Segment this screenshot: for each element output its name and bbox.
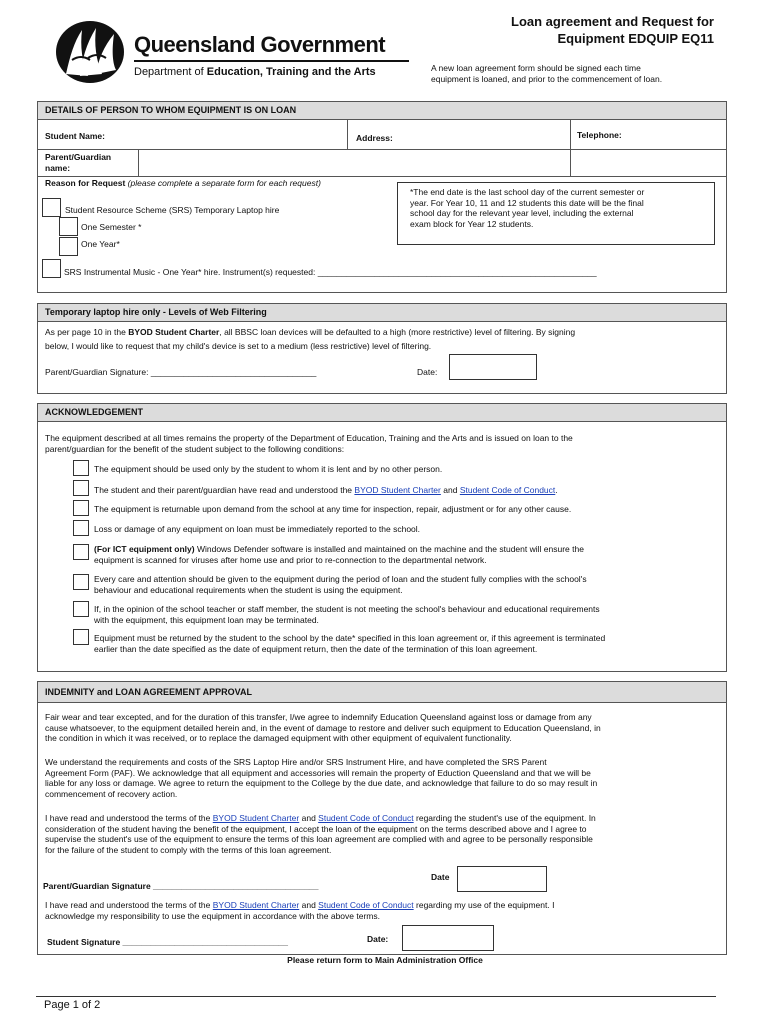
ack-checkbox-4[interactable] [73,520,89,536]
indemnity-heading: INDEMNITY and LOAN AGREEMENT APPROVAL [38,682,726,703]
ack-checkbox-3[interactable] [73,500,89,516]
divider [347,119,348,149]
byod-charter-link[interactable]: BYOD Student Charter [354,485,441,495]
ack-checkbox-5[interactable] [73,544,89,560]
filtering-text: As per page 10 in the BYOD Student Charter, all BBSC loan devices will be defaulted to a high (more restrictive) level of filtering. By signing below, I would like to request that my child's device is set to a medium (less restrictive) level of filtering. [45,327,576,351]
divider [38,176,726,177]
address-label: Address: [356,133,393,143]
filtering-date-label: Date: [417,367,438,377]
code-of-conduct-link[interactable]: Student Code of Conduct [318,900,414,910]
ack-item-6: Every care and attention should be given to the equipment during the period of loan and the student fully complies with the school's behaviour and educational requirements when the student is using the equipment. [94,574,587,595]
srs-music-checkbox[interactable] [42,259,61,278]
page-number: Page 1 of 2 [44,999,101,1011]
qld-coat-of-arms-icon [52,16,132,86]
ack-checkbox-7[interactable] [73,601,89,617]
date-label-1: Date [431,872,450,882]
logo-dept: Department of Education, Training and the Arts [134,66,376,78]
student-signature-line[interactable]: Student Signature ___________________________________ [47,937,289,947]
filtering-date-field[interactable] [449,354,537,380]
ack-item-8: Equipment must be returned by the student to the school by the date* specified in this loan agreement or, if this agreement is terminated earlier than the date specified as the date of equipment return, then the date of the termination of this loan agreement. [94,633,606,654]
filtering-signature-line[interactable]: Parent/Guardian Signature: ___________________________________ [45,367,317,377]
telephone-field[interactable] [628,120,724,148]
one-semester-label: One Semester * [81,222,142,232]
ack-item-5: (For ICT equipment only) Windows Defender software is installed and maintained on the machine and the student will ensure the equipment is scanned for viruses after home use and prior to re-connection to the departmental network. [94,544,584,565]
indemnity-section [37,681,727,955]
parent-name-field[interactable] [139,150,347,175]
details-heading: DETAILS OF PERSON TO WHOM EQUIPMENT IS ON LOAN [38,102,726,120]
ack-item-4: Loss or damage of any equipment on loan must be immediately reported to the school. [94,524,421,534]
code-of-conduct-link[interactable]: Student Code of Conduct [318,813,414,823]
one-semester-checkbox[interactable] [59,217,78,236]
parent-name-label: Parent/Guardian name: [45,152,112,173]
srs-laptop-label: Student Resource Scheme (SRS) Temporary Laptop hire [65,205,280,215]
return-note: Please return form to Main Administration Office [287,955,483,965]
ack-checkbox-2[interactable] [73,480,89,496]
student-name-label: Student Name: [45,131,105,141]
code-of-conduct-link[interactable]: Student Code of Conduct [459,485,556,495]
filtering-heading: Temporary laptop hire only - Levels of Web Filtering [38,304,726,322]
srs-music-label: SRS Instrumental Music - One Year* hire. Instrument(s) requested: ___________________________________________________________ [64,267,597,277]
one-year-label: One Year* [81,239,120,249]
acknowledgement-heading: ACKNOWLEDGEMENT [38,404,726,422]
byod-charter-link[interactable]: BYOD Student Charter [212,900,300,910]
one-year-checkbox[interactable] [59,237,78,256]
srs-laptop-checkbox[interactable] [42,198,61,217]
student-name-field[interactable] [138,120,346,148]
ack-intro: The equipment described at all times remains the property of the Department of Education, Training and the Arts and is issued on loan to the parent/guardian for the benefit of the student subject to the following conditions: [45,433,573,454]
acknowledgement-section [37,403,727,672]
form-intro: A new loan agreement form should be signed each time equipment is loaned, and prior to the commencement of loan. [431,63,663,84]
parent-date-field[interactable] [457,866,547,892]
ack-checkbox-1[interactable] [73,460,89,476]
qld-logo [52,16,432,86]
logo-rule [134,60,409,62]
parent-signature-line[interactable]: Parent/Guardian Signature ___________________________________ [43,881,319,891]
ack-checkbox-6[interactable] [73,574,89,590]
date-label-2: Date: [367,934,389,944]
ack-item-2: The student and their parent/guardian have read and understood the BYOD Student Charter and Student Code of Conduct. [94,485,558,495]
footer-rule [36,996,716,997]
end-date-note: *The end date is the last school day of the current semester or year. For Year 10, 11 and 12 students this date will be the final school day for the relevant year level, including the external exam block for Year 12 students. [397,182,715,245]
indemnity-p4: I have read and understood the terms of the BYOD Student Charter and Student Code of Conduct regarding my use of the equipment. I acknowledge my responsibility to use the equipment in accordance with the above terms. [45,900,555,921]
indemnity-p3: I have read and understood the terms of the BYOD Student Charter and Student Code of Conduct regarding the student's use of the equipment. In consideration of the student having the benefit of the equipment, I accept the loan of the equipment on the terms described above and I agree to supervise the student's use of the equipment to ensure the terms of this loan agreement are complied with and agree to be personally responsible for the failure of the student to comply with the terms of this loan agreement. [45,813,596,855]
indemnity-p2: We understand the requirements and costs of the SRS Laptop Hire and/or SRS Instrument Hire, and have completed the SRS Parent Agreement Form (PAF). We acknowledge that all equipment and accessories will remain the property of Eduction Queensland and that we will be liable for any loss or damage. We agree to return the equipment to the College by the due date, and acknowledge that failure to do so may result in commencement of recovery action. [45,757,598,799]
indemnity-p1: Fair wear and tear excepted, and for the duration of this transfer, I/we agree to indemnify Education Queensland against loss or damage from any cause whatsoever, to the equipment detailed herein and, in the event of damage to restore and deliver such equipment to Education Queensland, in the condition in which it was received, or to replace the damaged equipment with other equipment of equivalent functionality. [45,712,601,743]
byod-charter-link[interactable]: BYOD Student Charter [212,813,300,823]
reason-label: Reason for Request (please complete a separate form for each request) [45,178,321,188]
ack-item-7: If, in the opinion of the school teacher or staff member, the student is not meeting the school's behaviour and educational requirements with the equipment, this equipment loan may be terminated. [94,604,600,625]
divider [570,119,571,176]
address-field[interactable] [398,120,568,175]
logo-title: Queensland Government [134,32,386,57]
student-date-field[interactable] [402,925,494,951]
ack-item-3: The equipment is returnable upon demand from the school at any time for inspection, repair, adjustment or for any other cause. [94,504,572,514]
telephone-label: Telephone: [577,130,622,140]
filtering-section [37,303,727,394]
details-section [37,101,727,293]
ack-checkbox-8[interactable] [73,629,89,645]
form-title: Loan agreement and Request for Equipment EDQUIP EQ11 [511,14,714,46]
ack-item-1: The equipment should be used only by the student to whom it is lent and by no other person. [94,464,443,474]
